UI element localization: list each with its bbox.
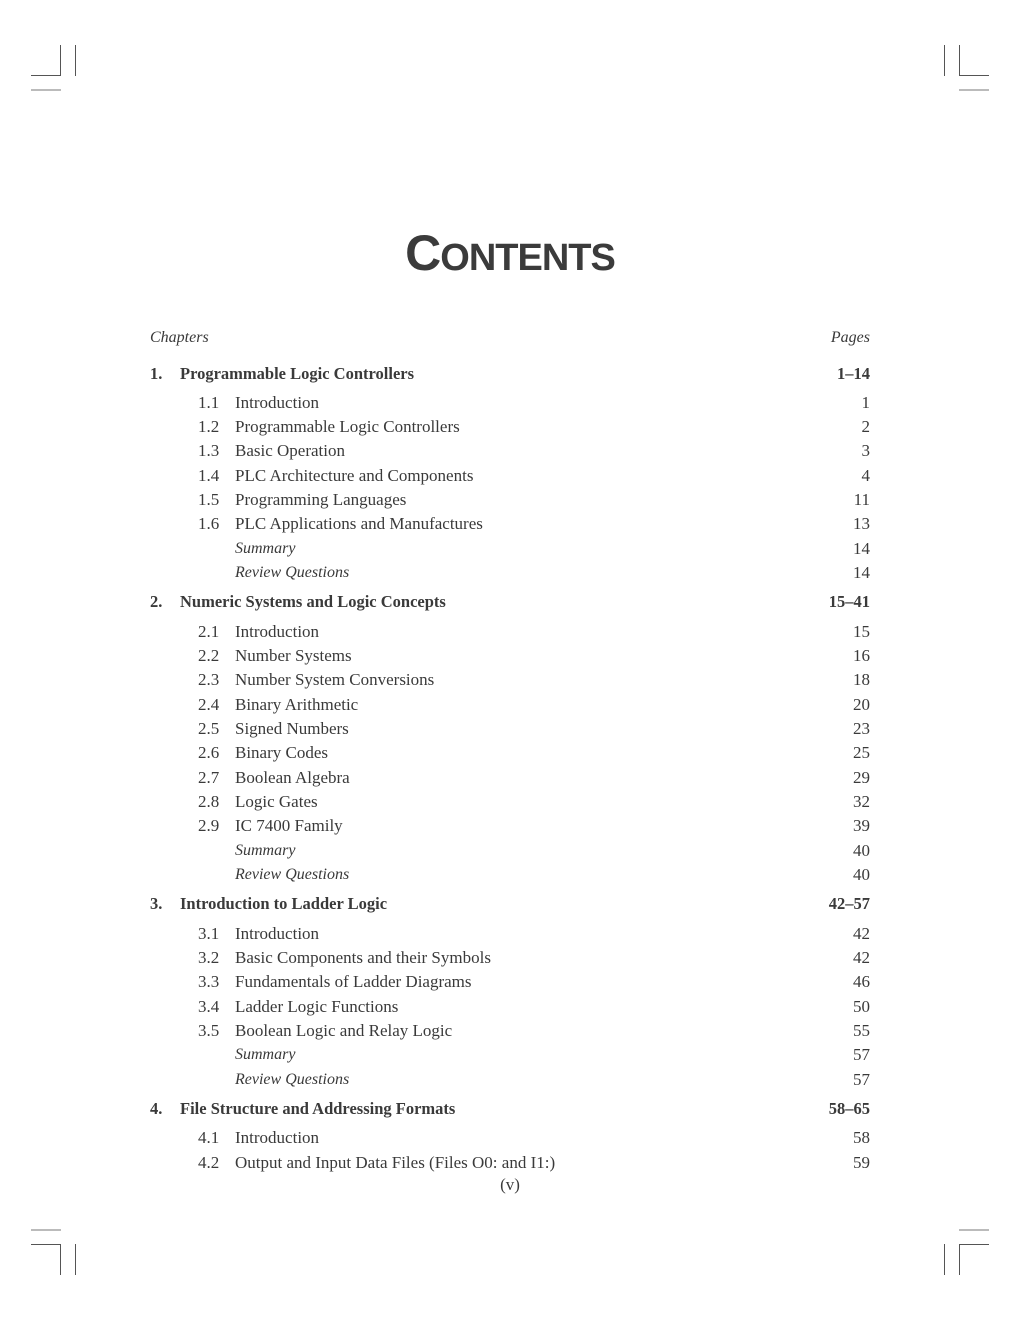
entry-page: 40	[853, 865, 870, 884]
toc-entry-row[interactable]	[150, 863, 870, 887]
toc-entry-row[interactable]	[150, 1126, 870, 1150]
toc-entry-row[interactable]	[150, 668, 870, 692]
toc-entry-row[interactable]	[150, 537, 870, 561]
entry-number: 1.	[150, 364, 163, 383]
toc-entry-row[interactable]	[150, 814, 870, 838]
toc-entry-row[interactable]	[150, 970, 870, 994]
entry-title: Introduction	[235, 1128, 320, 1147]
entry-title: Boolean Logic and Relay Logic	[235, 1021, 453, 1040]
entry-title: Signed Numbers	[235, 719, 349, 738]
toc-entry-row[interactable]	[150, 1043, 870, 1067]
entry-page: 20	[853, 695, 870, 714]
entry-page: 59	[853, 1153, 870, 1172]
title-initial: C	[405, 225, 441, 281]
entry-page: 1	[861, 393, 870, 412]
entry-title: Summary	[235, 1046, 296, 1063]
entry-number: 1.1	[198, 393, 220, 412]
entry-title: Fundamentals of Ladder Diagrams	[235, 972, 472, 991]
entry-page: 25	[853, 743, 870, 762]
entry-title: Programmable Logic Controllers	[180, 364, 415, 383]
entry-number: 1.4	[198, 466, 220, 485]
entry-title: Summary	[235, 540, 296, 557]
entry-title: PLC Architecture and Components	[235, 466, 474, 485]
entry-number: 2.1	[198, 622, 220, 641]
entry-page: 4	[861, 466, 870, 485]
entry-title: Boolean Algebra	[235, 768, 350, 787]
entry-page: 58	[853, 1128, 870, 1147]
entry-title: Ladder Logic Functions	[235, 997, 399, 1016]
entry-page: 18	[853, 670, 870, 689]
title-rest: ONTENTS	[440, 237, 615, 279]
entry-number: 1.2	[198, 417, 220, 436]
entry-number: 4.1	[198, 1128, 220, 1147]
entry-page: 39	[853, 816, 870, 835]
toc-entry-row[interactable]	[150, 1019, 870, 1043]
entry-page: 11	[853, 490, 870, 509]
entry-page: 46	[853, 972, 870, 991]
entry-number: 2.5	[198, 719, 220, 738]
entry-page: 42–57	[828, 894, 870, 913]
entry-title: Programmable Logic Controllers	[235, 417, 460, 436]
toc-entry-row[interactable]	[150, 644, 870, 668]
entry-title: File Structure and Addressing Formats	[180, 1099, 456, 1118]
entry-number: 1.3	[198, 441, 220, 460]
entry-title: Basic Components and their Symbols	[235, 948, 491, 967]
pages-header: Pages	[830, 329, 870, 346]
entry-page: 15	[853, 622, 870, 641]
entry-number: 3.1	[198, 924, 220, 943]
entry-title: Review Questions	[235, 1071, 350, 1088]
entry-title: Introduction	[235, 622, 320, 641]
entry-number: 2.7	[198, 768, 220, 787]
toc-entry-row[interactable]	[150, 512, 870, 536]
entry-page: 58–65	[828, 1099, 870, 1118]
entry-number: 3.3	[198, 972, 220, 991]
entry-page: 3	[861, 441, 870, 460]
page-title	[0, 224, 1020, 282]
toc-entry-row[interactable]	[150, 946, 870, 970]
entry-title: Introduction	[235, 924, 320, 943]
entry-number: 2.2	[198, 646, 220, 665]
toc-chapter-row[interactable]	[150, 892, 870, 916]
entry-number: 1.6	[198, 514, 220, 533]
toc-entry-row[interactable]	[150, 693, 870, 717]
toc-entry-row[interactable]	[150, 790, 870, 814]
toc-entry-row[interactable]	[150, 415, 870, 439]
entry-title: Introduction	[235, 393, 320, 412]
entry-number: 3.5	[198, 1021, 220, 1040]
entry-number: 2.4	[198, 695, 220, 714]
entry-page: 50	[853, 997, 870, 1016]
entry-title: Numeric Systems and Logic Concepts	[180, 592, 446, 611]
entry-title: Number System Conversions	[235, 670, 435, 689]
entry-title: Introduction to Ladder Logic	[180, 894, 388, 913]
entry-page: 2	[861, 417, 870, 436]
entry-title: Binary Arithmetic	[235, 695, 359, 714]
toc-entry-row[interactable]	[150, 391, 870, 415]
entry-number: 2.8	[198, 792, 220, 811]
toc-entry-row[interactable]	[150, 839, 870, 863]
entry-page: 1–14	[837, 364, 870, 383]
toc-entry-row[interactable]	[150, 561, 870, 585]
entry-title: Output and Input Data Files (Files O0: and I1:)	[235, 1153, 556, 1172]
entry-title: Summary	[235, 842, 296, 859]
entry-number: 3.4	[198, 997, 220, 1016]
entry-title: PLC Applications and Manufactures	[235, 514, 483, 533]
entry-number: 2.	[150, 592, 163, 611]
entry-page: 14	[853, 563, 870, 582]
toc-entry-row[interactable]	[150, 620, 870, 644]
entry-title: Review Questions	[235, 564, 350, 581]
entry-page: 57	[853, 1045, 870, 1064]
entry-title: Basic Operation	[235, 441, 345, 460]
entry-page: 14	[853, 539, 870, 558]
toc-entry-row[interactable]	[150, 741, 870, 765]
entry-page: 42	[853, 924, 870, 943]
entry-page: 13	[853, 514, 870, 533]
entry-number: 1.5	[198, 490, 220, 509]
toc-entry-row[interactable]	[150, 717, 870, 741]
entry-page: 40	[853, 841, 870, 860]
toc-chapter-row[interactable]	[150, 1097, 870, 1121]
toc-entry-row[interactable]	[150, 922, 870, 946]
entry-page: 23	[853, 719, 870, 738]
entry-title: Logic Gates	[235, 792, 318, 811]
entry-page: 42	[853, 948, 870, 967]
entry-page: 15–41	[828, 592, 870, 611]
entry-page: 32	[853, 792, 870, 811]
entry-page: 29	[853, 768, 870, 787]
toc-entry-row[interactable]	[150, 1068, 870, 1092]
entry-title: IC 7400 Family	[235, 816, 343, 835]
toc-entry-row[interactable]	[150, 464, 870, 488]
entry-number: 4.	[150, 1099, 163, 1118]
entry-title: Programming Languages	[235, 490, 407, 509]
entry-number: 2.3	[198, 670, 220, 689]
toc-entry-row[interactable]	[150, 1151, 870, 1175]
entry-number: 3.2	[198, 948, 220, 967]
toc-chapter-row[interactable]	[150, 590, 870, 614]
toc-entry-row[interactable]	[150, 995, 870, 1019]
entry-page: 55	[853, 1021, 870, 1040]
toc-entry-row[interactable]	[150, 766, 870, 790]
toc-entry-row[interactable]	[150, 439, 870, 463]
entry-page: 16	[853, 646, 870, 665]
chapters-header: Chapters	[150, 329, 209, 346]
entry-number: 4.2	[198, 1153, 220, 1172]
toc-entry-row[interactable]	[150, 488, 870, 512]
entry-number: 3.	[150, 894, 163, 913]
entry-title: Review Questions	[235, 866, 350, 883]
entry-title: Binary Codes	[235, 743, 329, 762]
page-folio: (v)	[500, 1175, 520, 1194]
toc-chapter-row[interactable]	[150, 362, 870, 386]
entry-number: 2.6	[198, 743, 220, 762]
entry-page: 57	[853, 1070, 870, 1089]
entry-title: Number Systems	[235, 646, 352, 665]
entry-number: 2.9	[198, 816, 220, 835]
